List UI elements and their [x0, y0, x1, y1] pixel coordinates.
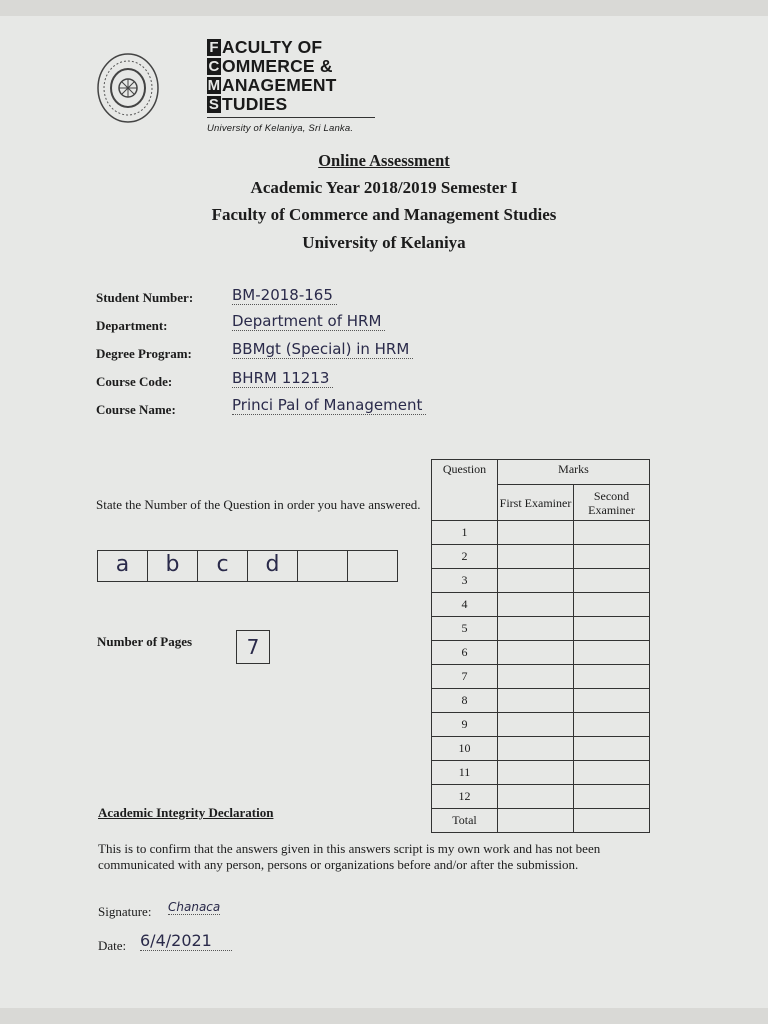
course-name-label: Course Name: — [96, 402, 176, 417]
marks-row — [432, 617, 650, 641]
second-examiner-mark[interactable] — [574, 665, 650, 689]
second-examiner-mark[interactable] — [574, 617, 650, 641]
number-of-pages-label: Number of Pages — [97, 634, 193, 649]
question-number: 7 — [432, 665, 498, 689]
first-examiner-mark[interactable] — [498, 785, 574, 809]
second-examiner-header: Second Examiner — [574, 485, 650, 521]
question-number: 1 — [432, 521, 498, 545]
questions-answered-label: State the Number of the Question in order you have answered. — [96, 497, 421, 512]
logo-capital-letter: S — [208, 96, 220, 113]
signature-label: Signature: — [98, 904, 152, 919]
first-examiner-mark[interactable] — [498, 569, 574, 593]
second-examiner-mark[interactable] — [574, 545, 650, 569]
second-examiner-mark[interactable] — [574, 641, 650, 665]
university-tagline: University of Kelaniya, Sri Lanka. — [207, 117, 375, 138]
answer-order-boxes — [97, 550, 398, 582]
logo-word: OMMERCE & — [222, 56, 333, 76]
question-number: 11 — [432, 761, 498, 785]
marks-row — [432, 593, 650, 617]
declaration-text: This is to confirm that the answers given in this answers script is my own work and has not been communicated with any person, persons or organizations before and/or after the submission. — [98, 841, 601, 872]
answer-box[interactable] — [298, 551, 348, 581]
marks-row — [432, 665, 650, 689]
logo-word: ACULTY OF — [222, 37, 323, 57]
first-examiner-header: First Examiner — [498, 485, 574, 521]
answer-box[interactable]: d — [248, 551, 298, 581]
university-name: University of Kelaniya — [302, 233, 466, 252]
first-examiner-mark[interactable] — [498, 521, 574, 545]
assessment-title — [0, 151, 768, 171]
marks-row — [432, 785, 650, 809]
total-label: Total — [432, 809, 498, 833]
second-examiner-mark[interactable] — [574, 569, 650, 593]
answer-box[interactable]: a — [98, 551, 148, 581]
marks-table — [431, 459, 650, 833]
marks-row — [432, 641, 650, 665]
degree-program-value: BBMgt (Special) in HRM — [232, 340, 413, 359]
question-number: 10 — [432, 737, 498, 761]
second-examiner-mark[interactable] — [574, 593, 650, 617]
first-examiner-mark[interactable] — [498, 737, 574, 761]
date-label: Date: — [98, 938, 127, 953]
first-examiner-mark[interactable] — [498, 713, 574, 737]
first-examiner-mark[interactable] — [498, 665, 574, 689]
question-number: 12 — [432, 785, 498, 809]
question-number: 5 — [432, 617, 498, 641]
marks-row — [432, 737, 650, 761]
marks-row — [432, 521, 650, 545]
course-name-value: Princi Pal of Management — [232, 396, 426, 415]
second-examiner-mark[interactable] — [574, 761, 650, 785]
logo-capital-letter: F — [207, 39, 221, 56]
first-examiner-mark[interactable] — [498, 761, 574, 785]
question-number: 3 — [432, 569, 498, 593]
total-second-examiner[interactable] — [574, 809, 650, 833]
second-examiner-mark[interactable] — [574, 785, 650, 809]
second-examiner-mark[interactable] — [574, 689, 650, 713]
answer-box[interactable]: b — [148, 551, 198, 581]
course-code-label: Course Code: — [96, 374, 173, 389]
second-examiner-mark[interactable] — [574, 737, 650, 761]
marks-row — [432, 689, 650, 713]
question-column-header: Question — [432, 460, 498, 521]
logo-word: TUDIES — [222, 94, 288, 114]
degree-program-label: Degree Program: — [96, 346, 192, 361]
department-value: Department of HRM — [232, 312, 385, 331]
logo-capital-letter: M — [207, 77, 221, 94]
first-examiner-mark[interactable] — [498, 593, 574, 617]
first-examiner-mark[interactable] — [498, 617, 574, 641]
department-label: Department: — [96, 318, 168, 333]
student-number-value: BM-2018-165 — [232, 286, 337, 305]
marks-row — [432, 713, 650, 737]
marks-column-header: Marks — [498, 460, 650, 485]
logo-word: ANAGEMENT — [222, 75, 337, 95]
faculty-logo — [207, 38, 375, 138]
declaration-title: Academic Integrity Declaration — [98, 805, 274, 820]
question-number: 4 — [432, 593, 498, 617]
answer-box[interactable]: c — [198, 551, 248, 581]
academic-year: Academic Year 2018/2019 Semester I — [250, 178, 518, 197]
marks-row — [432, 569, 650, 593]
first-examiner-mark[interactable] — [498, 545, 574, 569]
logo-capital-letter: C — [208, 58, 220, 75]
number-of-pages-value[interactable]: 7 — [236, 630, 270, 664]
marks-row — [432, 761, 650, 785]
university-seal — [96, 52, 160, 124]
question-number: 6 — [432, 641, 498, 665]
total-first-examiner[interactable] — [498, 809, 574, 833]
second-examiner-mark[interactable] — [574, 713, 650, 737]
faculty-name: Faculty of Commerce and Management Studies — [211, 205, 557, 224]
second-examiner-mark[interactable] — [574, 521, 650, 545]
assessment-title-text: Online Assessment — [318, 151, 450, 170]
question-number: 8 — [432, 689, 498, 713]
first-examiner-mark[interactable] — [498, 689, 574, 713]
marks-row — [432, 545, 650, 569]
assessment-sheet — [0, 16, 768, 1008]
date-value: 6/4/2021 — [140, 931, 232, 951]
question-number: 9 — [432, 713, 498, 737]
first-examiner-mark[interactable] — [498, 641, 574, 665]
course-code-value: BHRM 11213 — [232, 369, 333, 388]
signature-value: Chanaca — [168, 900, 221, 914]
student-number-label: Student Number: — [96, 290, 194, 305]
question-number: 2 — [432, 545, 498, 569]
answer-box[interactable] — [348, 551, 397, 581]
